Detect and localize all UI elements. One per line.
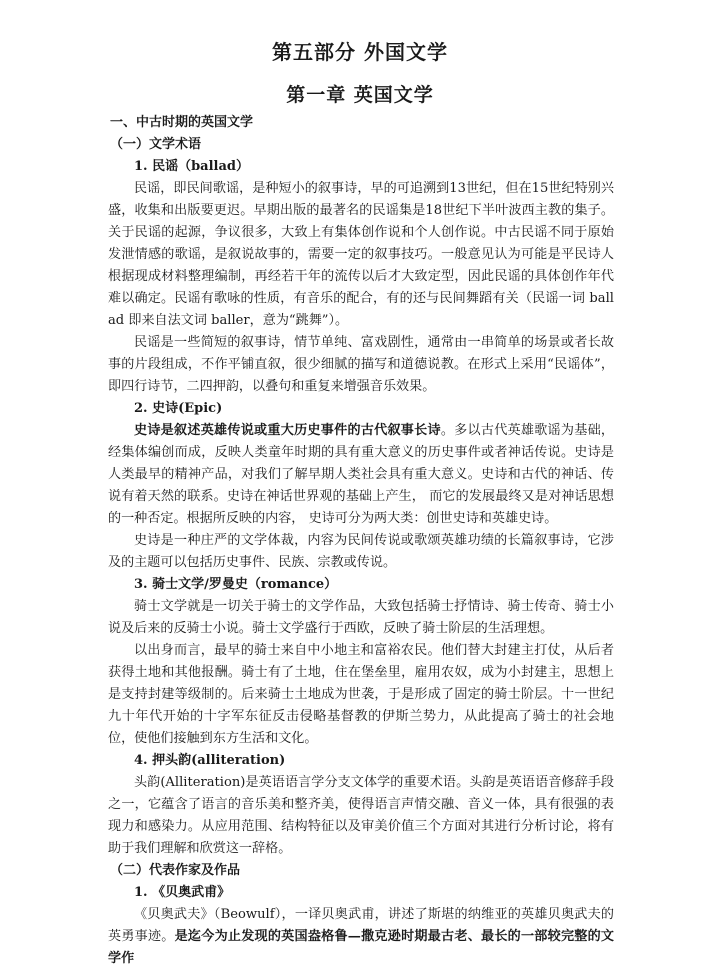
subsection-heading-terms: （一）文学术语 [110,137,202,152]
alliteration-paragraph-1: 头韵(Alliteration)是英语语言学分支文体学的重要术语。头韵是英语语音修辞手段之一，它蕴含了语言的音乐美和整齐美，使得语言声情交融、音义一体，具有很强的表现力和感染力。从应用范围、结构特征以及审美价值三个方面对其进行分析讨论，将有助于我们理解和欣赏这一辞格。 [108,775,614,856]
epic-paragraph-2: 史诗是一种庄严的文学体裁，内容为民间传说或歌颂英雄功绩的长篇叙事诗，它涉及的主题可以包括历史事件、民族、宗教或传说。 [108,533,614,570]
term-heading-epic: 2. 史诗(Epic) [134,401,223,416]
beowulf-significance-bold: 是迄今为止发现的英国盎格鲁—撒克逊时期最古老、最长的一部较完整的文学作 [108,929,614,966]
epic-definition-bold: 史诗是叙述英雄传说或重大历史事件的古代叙事长诗 [134,423,441,438]
chapter-title: 第一章 英国文学 [286,84,434,106]
term-heading-alliteration: 4. 押头韵(alliteration) [134,753,286,768]
beowulf-paragraph-1 [108,904,614,970]
romance-paragraph-1: 骑士文学就是一切关于骑士的文学作品，大致包括骑士抒情诗、骑士传奇、骑士小说及后来的反骑士小说。骑士文学盛行于西欧，反映了骑士阶层的生活理想。 [108,599,614,636]
epic-definition-rest: 。多以古代英雄歌谣为基础，经集体编创而成，反映人类童年时期的具有重大意义的历史事件或者神话传说。史诗是人类最早的精神产品，对我们了解早期人类社会具有重大意义。史诗和古代的神话、传说有着天然的联系。史诗在神话世界观的基础上产生， 而它的发展最终又是对神话思想的一种否定。根据所反映的内容， 史诗可分为两大类：创世史诗和英雄史诗。 [108,423,615,526]
term-heading-romance: 3. 骑士文学/罗曼史（romance） [134,577,338,592]
part-title: 第五部分 外国文学 [272,40,448,64]
section-heading: 一、中古时期的英国文学 [110,115,254,130]
ballad-paragraph-2: 民谣是一些简短的叙事诗，情节单纯、富戏剧性，通常由一串简单的场景或者长故事的片段组成，不作平铺直叙，很少细腻的描写和道德说教。在形式上采用“民谣体”，即四行诗节，二四押韵，以叠句和重复来增强音乐效果。 [108,335,614,394]
beowulf-intro: 《贝奥武夫》（Beowulf），一译贝奥武甫，讲述了斯堪的纳维亚的英雄贝奥武夫的英勇事迹。 [108,907,614,944]
document-body [108,112,614,970]
ballad-paragraph-1: 民谣，即民间歌谣，是种短小的叙事诗，早的可追溯到13世纪，但在15世纪特别兴盛，收集和出版要更迟。早期出版的最著名的民谣集是18世纪下半叶波西主教的集子。关于民谣的起源，争议很多，大致上有集体创作说和个人创作说。中古民谣不同于原始发泄情感的歌谣，是叙说故事的，需要一定的叙事技巧。一般意见认为可能是平民诗人根据现成材料整理编制，再经若干年的流传以后才大致定型，因此民谣的具体创作年代难以确定。民谣有歌咏的性质，有音乐的配合，有的还与民间舞蹈有关（民谣一词 ballad 即来自法文词 baller，意为“跳舞”）。 [108,181,614,328]
epic-paragraph-1 [108,420,614,530]
term-heading-ballad: 1. 民谣（ballad） [134,159,250,174]
romance-paragraph-2: 以出身而言，最早的骑士来自中小地主和富裕农民。他们替大封建主打仗，从后者获得土地和其他报酬。骑士有了土地，住在堡垒里，雇用农奴，成为小封建主，思想上是支持封建等级制的。后来骑士土地成为世袭，于是形成了固定的骑士阶层。十一世纪九十年代开始的十字军东征反击侵略基督教的伊斯兰势力，从此提高了骑士的社会地位，使他们接触到东方生活和文化。 [108,643,614,746]
work-heading-beowulf: 1. 《贝奥武甫》 [134,885,231,900]
subsection-heading-authors: （二）代表作家及作品 [110,863,241,878]
